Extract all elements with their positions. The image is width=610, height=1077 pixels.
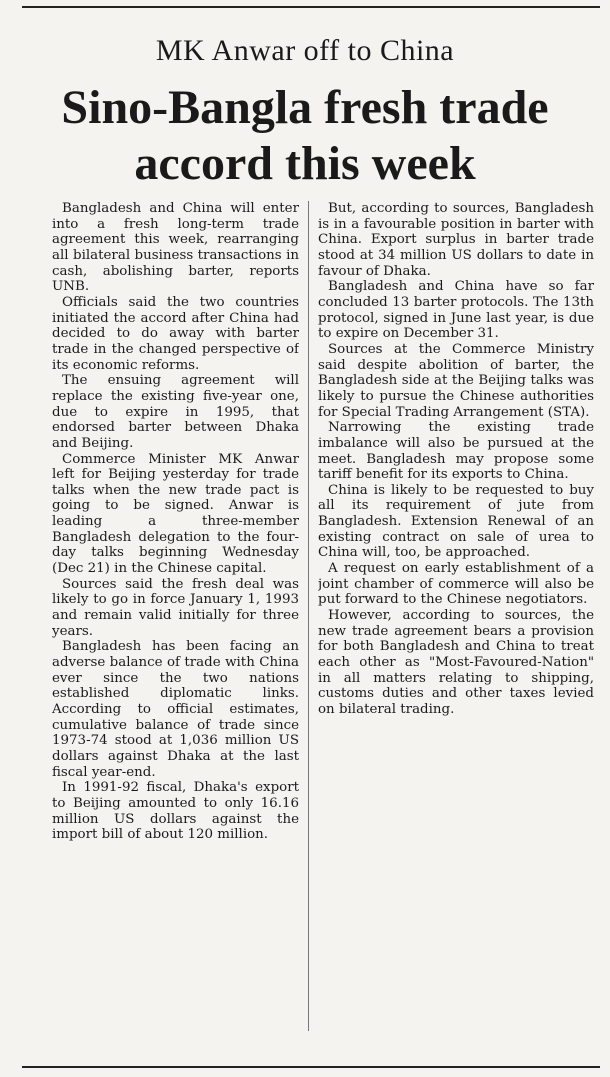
paragraph: Narrowing the existing trade imbalance will also be pursued at the meet. Bangladesh may propose some tariff benefit for its exports to China. [318,420,594,483]
paragraph: The ensuing agreement will replace the existing five-year one, due to expire in 1995, that endorsed barter between Dhaka and Beijing. [52,373,299,451]
paragraph: Officials said the two countries initiated the accord after China had decided to do away with barter trade in the changed perspective of its economic reforms. [52,294,299,373]
top-rule [22,6,600,8]
headline-line-1: Sino-Bangla fresh trade [61,81,549,134]
column-divider [308,201,309,1031]
paragraph: However, according to sources, the new trade agreement bears a provision for both Bangladesh and China to treat each other as "Most-Favoured-Nation" in all matters relating to shipping, customs duties and other taxes levied on bilateral trading. [318,608,594,717]
paragraph: Bangladesh and China have so far concluded 13 barter protocols. The 13th protocol, signed in June last year, is due to expire on December 31. [318,279,594,342]
paragraph: China is likely to be requested to buy all its requirement of jute from Bangladesh. Extension Renewal of an existing contract on sale of urea to China will, too, be approached. [318,482,594,561]
headline-line-2: accord this week [134,137,476,190]
paragraph: Sources said the fresh deal was likely to go in force January 1, 1993 and remain valid initially for three years. [52,576,299,639]
right-column [318,201,594,1061]
bottom-rule [22,1066,600,1068]
paragraph: Bangladesh has been facing an adverse balance of trade with China ever since the two nations established diplomatic links. According to official estimates, cumulative balance of trade since 1973-74 stood at 1,036 million US dollars against Dhaka at the last fiscal year-end. [52,639,299,780]
paragraph: Bangladesh and China will enter into a fresh long-term trade agreement this week, rearranging all bilateral business transactions in cash, abolishing barter, reports UNB. [52,201,299,295]
left-column [52,201,299,1061]
paragraph: In 1991-92 fiscal, Dhaka's export to Beijing amounted to only 16.16 million US dollars against the import bill of about 120 million. [52,780,299,843]
kicker-headline: MK Anwar off to China [155,34,455,67]
paragraph: Commerce Minister MK Anwar left for Beijing yesterday for trade talks when the new trade pact is going to be signed. Anwar is leading a three-member Bangladesh delegation to the four-day talks beginning Wednesday (Dec 21) in the Chinese capital. [52,451,299,577]
paragraph: A request on early establishment of a joint chamber of commerce will also be put forward to the Chinese negotiators. [318,561,594,608]
paragraph: But, according to sources, Bangladesh is in a favourable position in barter with China. Export surplus in barter trade stood at 34 million US dollars to date in favour of Dhaka. [318,201,594,279]
main-headline [0,80,610,192]
paragraph: Sources at the Commerce Ministry said despite abolition of barter, the Bangladesh side at the Beijing talks was likely to pursue the Chinese authorities for Special Trading Arrangement (STA). [318,341,594,420]
